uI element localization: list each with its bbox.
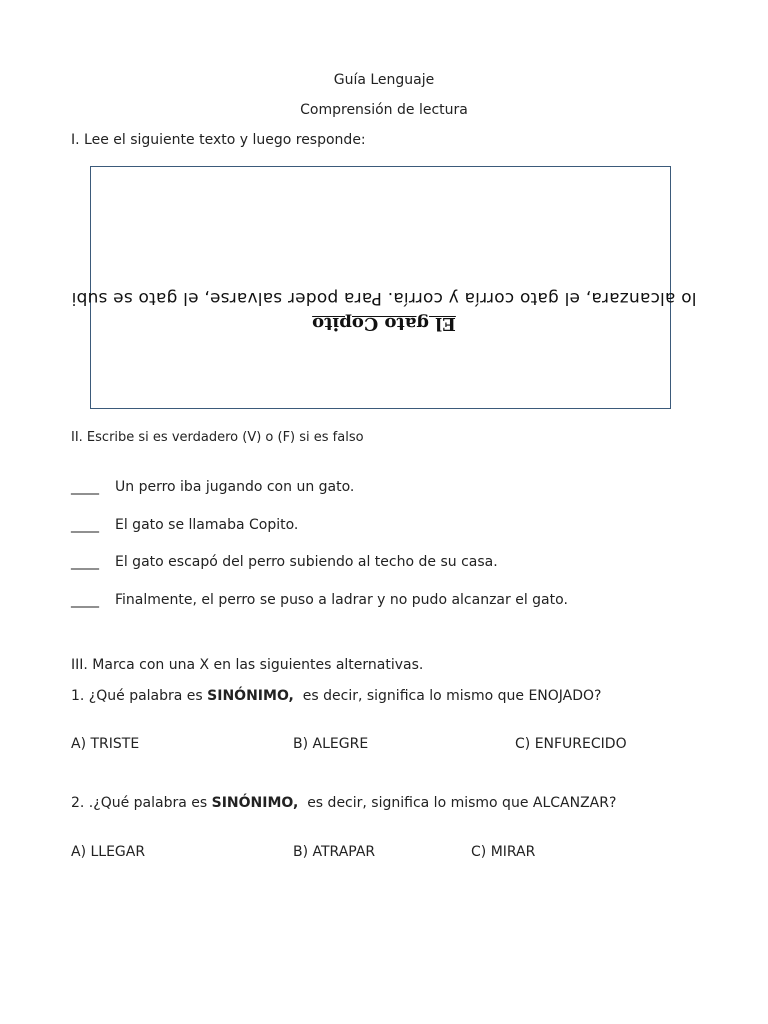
page-subtitle: Comprensión de lectura <box>300 102 468 118</box>
question-2-suffix: es decir, significa lo mismo que ALCANZAR? <box>298 795 617 811</box>
question-2 <box>71 795 616 811</box>
question-2-keyword: SINÓNIMO, <box>211 795 299 811</box>
story-text-line: lo alcanzara, el gato corría y corría. Para poder salvarse, el gato se subi <box>71 288 697 308</box>
true-false-item <box>71 479 354 495</box>
q2-option-c[interactable]: C) MIRAR <box>471 844 536 860</box>
answer-blank[interactable] <box>71 517 101 533</box>
q1-option-c[interactable]: C) ENFURECIDO <box>515 736 627 752</box>
q2-option-a[interactable]: A) LLEGAR <box>71 844 146 860</box>
statement-text: Un perro iba jugando con un gato. <box>115 479 355 495</box>
question-2-prefix: 2. .¿Qué palabra es <box>71 795 212 811</box>
true-false-item <box>71 592 568 608</box>
page-title: Guía Lenguaje <box>333 72 435 88</box>
statement-text: El gato escapó del perro subiendo al techo de su casa. <box>115 554 498 570</box>
section-3-instruction: III. Marca con una X en las siguientes alternativas. <box>71 657 424 673</box>
true-false-item <box>71 554 498 570</box>
question-1-prefix: 1. ¿Qué palabra es <box>71 688 208 704</box>
section-2-instruction: II. Escribe si es verdadero (V) o (F) si es falso <box>71 430 364 445</box>
answer-blank[interactable] <box>71 592 101 608</box>
q1-option-b[interactable]: B) ALEGRE <box>293 736 369 752</box>
answer-blank[interactable] <box>71 554 101 570</box>
statement-text: El gato se llamaba Copito. <box>115 517 299 533</box>
statement-text: Finalmente, el perro se puso a ladrar y no pudo alcanzar el gato. <box>115 592 568 608</box>
answer-blank[interactable] <box>71 479 101 495</box>
true-false-item <box>71 517 298 533</box>
section-1-instruction: I. Lee el siguiente texto y luego responde: <box>71 132 366 148</box>
story-title: El gato Copito <box>312 313 456 334</box>
question-1-keyword: SINÓNIMO, <box>207 688 294 704</box>
story-text-box <box>90 166 671 409</box>
question-1 <box>71 688 601 704</box>
question-1-suffix: es decir, significa lo mismo que ENOJADO? <box>293 688 602 704</box>
q1-option-a[interactable]: A) TRISTE <box>71 736 140 752</box>
q2-option-b[interactable]: B) ATRAPAR <box>293 844 376 860</box>
